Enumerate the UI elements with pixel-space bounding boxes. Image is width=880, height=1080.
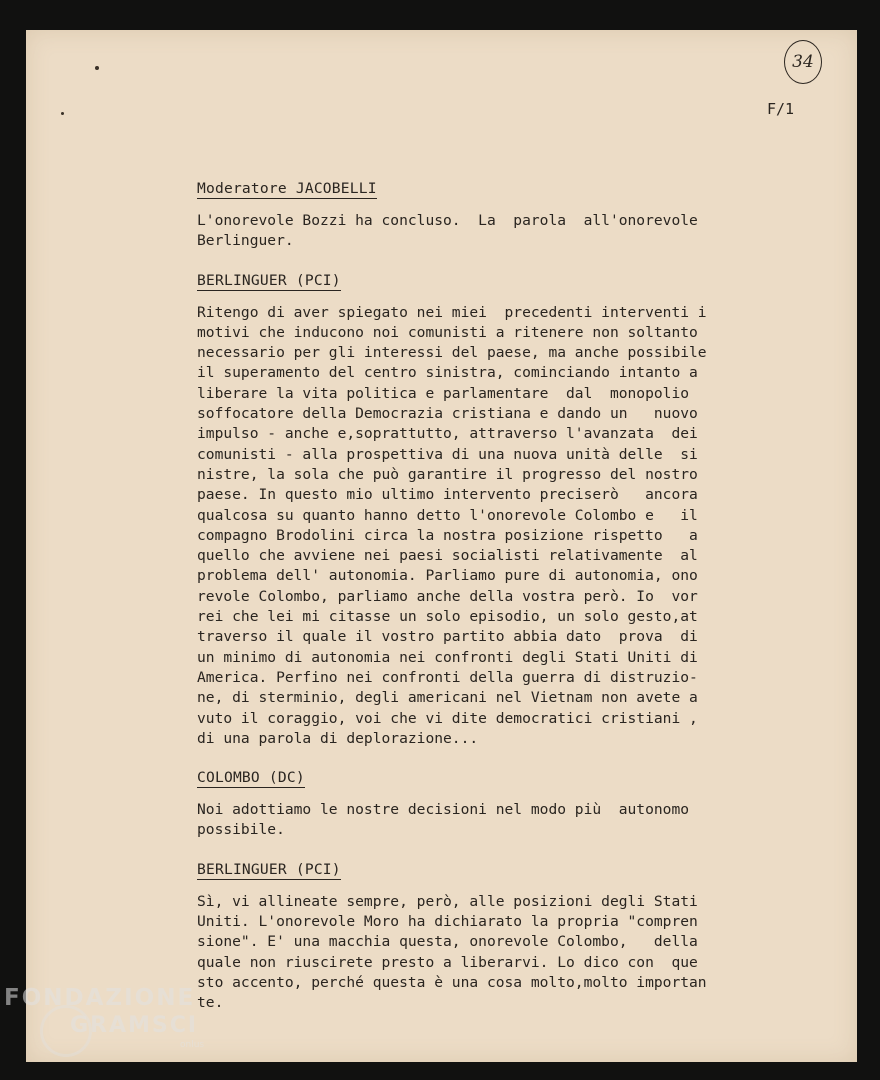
speech-block: [197, 861, 827, 1014]
speech-text: [197, 892, 827, 1014]
speaker-heading: Moderatore JACOBELLI: [197, 180, 377, 197]
text-line: soffocatore della Democrazia cristiana e dando un nuovo: [197, 405, 698, 423]
text-line: impulso - anche e,soprattutto, attraverso l'avanzata dei: [197, 425, 698, 443]
text-line: Noi adottiamo le nostre decisioni nel modo più autonomo: [197, 801, 690, 819]
archive-watermark: [4, 985, 204, 1050]
text-line: quello che avviene nei paesi socialisti relativamente al: [197, 547, 698, 565]
text-line: comunisti - alla prospettiva di una nuova unità delle si: [197, 445, 698, 463]
text-line: quale non riuscirete presto a liberarvi. Lo dico con que: [197, 953, 698, 971]
page-number-circle: [784, 40, 822, 84]
paper-mark: [95, 66, 99, 70]
watermark-line-2: GRAMSCI: [70, 1013, 199, 1038]
speaker-heading: BERLINGUER (PCI): [197, 860, 341, 878]
text-line: Uniti. L'onorevole Moro ha dichiarato la propria "compren: [197, 913, 698, 931]
document-reference: F/1: [767, 100, 795, 118]
text-line: ne, di sterminio, degli americani nel Vietnam non avete a: [197, 689, 698, 707]
text-line: rei che lei mi citasse un solo episodio, un solo gesto,at: [197, 608, 698, 626]
speech-block: [197, 769, 827, 841]
page-number: 34: [792, 52, 814, 72]
text-line: un minimo di autonomia nei confronti degli Stati Uniti di: [197, 648, 698, 666]
speech-text: [197, 211, 827, 252]
text-line: revole Colombo, parliamo anche della vostra però. Io vor: [197, 587, 698, 605]
text-line: motivi che inducono noi comunisti a ritenere non soltanto: [197, 323, 698, 341]
text-line: problema dell' autonomia. Parliamo pure di autonomia, ono: [197, 567, 698, 585]
text-line: liberare la vita politica e parlamentare dal monopolio: [197, 384, 690, 402]
text-line: te.: [197, 994, 224, 1012]
paper-mark: [61, 112, 64, 115]
speech-text: [197, 303, 827, 750]
text-line: possibile.: [197, 821, 285, 839]
watermark-line-3: onlus: [180, 1040, 205, 1050]
text-line: Sì, vi allineate sempre, però, alle posizioni degli Stati: [197, 892, 698, 910]
text-line: vuto il coraggio, voi che vi dite democratici cristiani ,: [197, 709, 698, 727]
text-line: nistre, la sola che può garantire il progresso del nostro: [197, 465, 698, 483]
text-line: Ritengo di aver spiegato nei miei precedenti interventi i: [197, 303, 707, 321]
text-line: traverso il quale il vostro partito abbia dato prova di: [197, 628, 698, 646]
text-line: di una parola di deplorazione...: [197, 729, 479, 747]
speech-block: [197, 180, 827, 252]
text-line: L'onorevole Bozzi ha concluso. La parola all'onorevole: [197, 212, 698, 229]
text-line: sione". E' una macchia questa, onorevole Colombo, della: [197, 933, 698, 951]
text-line: Berlinguer.: [197, 232, 294, 250]
speech-text: [197, 800, 827, 841]
speaker-heading: BERLINGUER (PCI): [197, 271, 341, 289]
text-line: America. Perfino nei confronti della guerra di distruzio-: [197, 668, 698, 686]
text-line: il superamento del centro sinistra, cominciando intanto a: [197, 364, 698, 382]
speaker-heading: COLOMBO (DC): [197, 769, 305, 787]
transcript: [197, 180, 827, 1014]
document-page: [26, 30, 857, 1062]
text-line: necessario per gli interessi del paese, ma anche possibile: [197, 344, 707, 362]
text-line: qualcosa su quanto hanno detto l'onorevole Colombo e il: [197, 506, 698, 524]
text-line: sto accento, perché questa è una cosa molto,molto importan: [197, 973, 707, 991]
text-line: paese. In questo mio ultimo intervento preciserò ancora: [197, 486, 698, 504]
text-line: compagno Brodolini circa la nostra posizione rispetto a: [197, 526, 698, 544]
watermark-logo-icon: [40, 1005, 92, 1057]
watermark-line-1: FONDAZIONE: [4, 985, 196, 1011]
speech-block: [197, 272, 827, 750]
